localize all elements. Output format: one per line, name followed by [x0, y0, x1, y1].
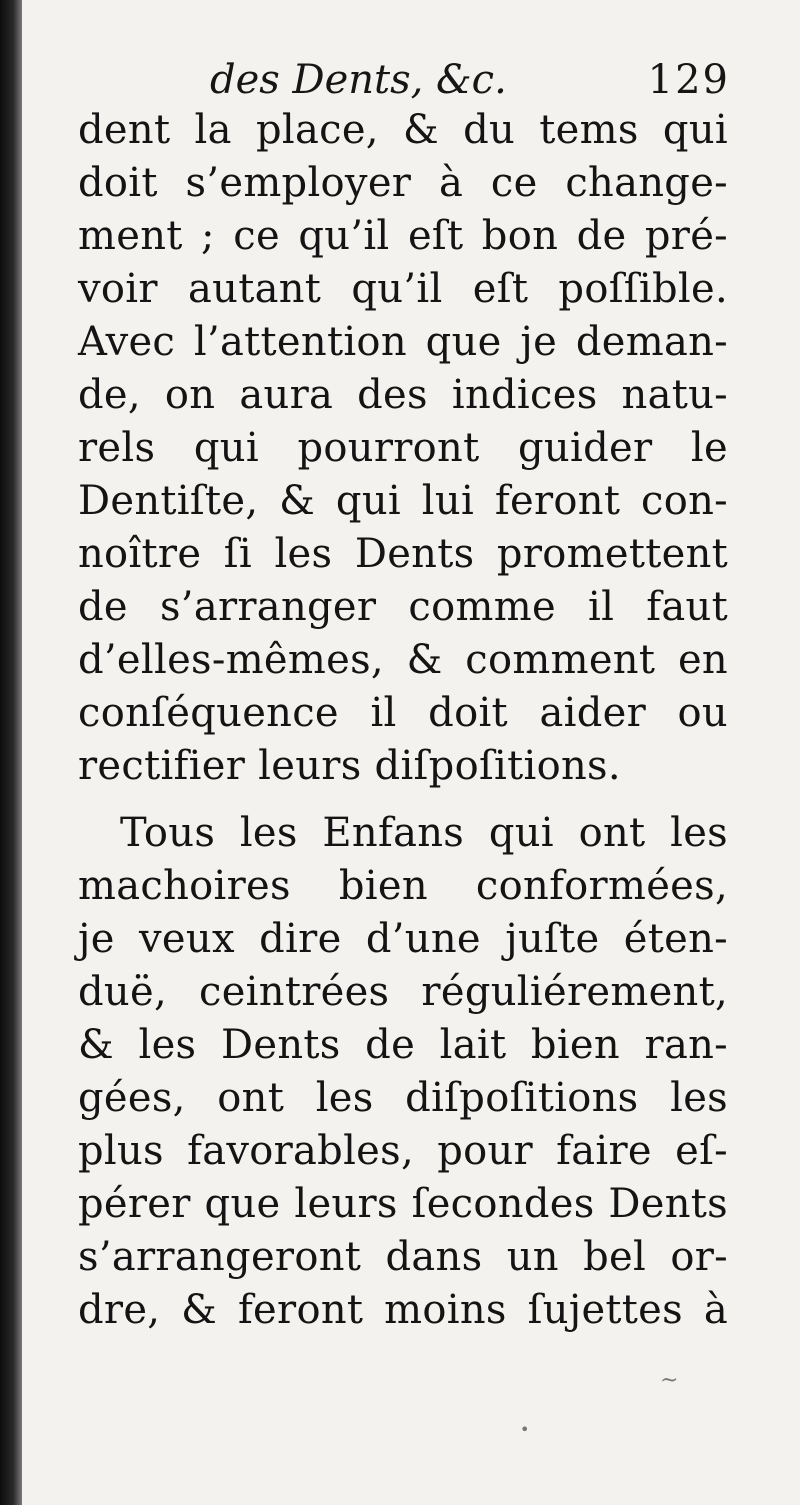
- text-line: Dentiſte, & qui lui feront con-: [78, 478, 728, 524]
- page-number: 129: [647, 57, 730, 103]
- text-line: Avec l’attention que je deman-: [78, 319, 728, 365]
- text-line: de, on aura des indices natu-: [78, 372, 728, 418]
- body-text: [78, 104, 728, 1337]
- text-line: je veux dire d’une juſte éten-: [78, 916, 728, 962]
- running-title: des Dents, &c.: [210, 57, 507, 103]
- ink-mark: •: [520, 1420, 530, 1439]
- text-line: pérer que leurs ſecondes Dents: [78, 1181, 728, 1227]
- text-line: Tous les Enfans qui ont les: [120, 810, 728, 856]
- text-line: & les Dents de lait bien ran-: [78, 1022, 728, 1068]
- text-line: noître ſi les Dents promettent: [78, 531, 728, 577]
- text-line: conſéquence il doit aider ou: [78, 690, 728, 736]
- text-line: doit s’employer à ce change-: [78, 160, 728, 206]
- text-line: de s’arranger comme il faut: [78, 584, 728, 630]
- text-line: dent la place, & du tems qui: [78, 107, 728, 153]
- ink-mark: ~: [660, 1368, 679, 1393]
- text-line: s’arrangeront dans un bel or-: [78, 1234, 728, 1280]
- text-line: duë, ceintrées réguliérement,: [78, 969, 728, 1015]
- text-line: ment ; ce qu’il eſt bon de pré-: [78, 213, 728, 259]
- text-line: machoires bien conformées,: [78, 863, 728, 909]
- text-line: gées, ont les diſpoſitions les: [78, 1075, 728, 1121]
- page-header: [210, 52, 730, 108]
- text-line: voir autant qu’il eſt poſſible.: [78, 266, 728, 312]
- text-line: plus favorables, pour faire eſ-: [78, 1128, 728, 1174]
- book-gutter-shadow: [0, 0, 22, 1505]
- text-line: rectifier leurs diſpoſitions.: [78, 743, 621, 789]
- text-line: rels qui pourront guider le: [78, 425, 728, 471]
- text-line: d’elles-mêmes, & comment en: [78, 637, 728, 683]
- text-line: dre, & feront moins ſujettes à: [78, 1287, 728, 1333]
